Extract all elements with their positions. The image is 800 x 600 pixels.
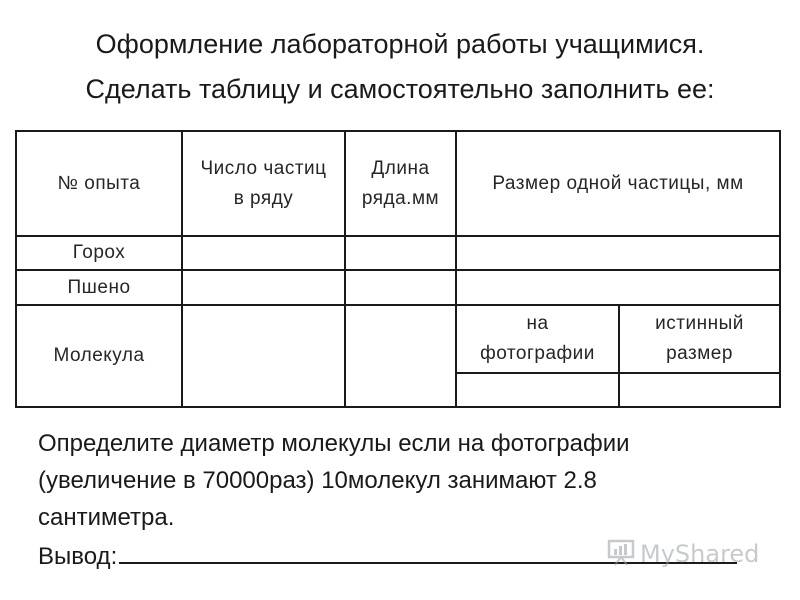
header-experiment-no: № опыта	[57, 172, 141, 194]
row-label-peas: Горох	[72, 242, 126, 263]
title-line-2: Сделать таблицу и самостоятельно заполнить ее:	[85, 74, 715, 104]
subheader-true-size: истинный размер	[655, 313, 744, 364]
task-line-2: (увеличение в 70000раз) 10молекул занимают 2.8	[38, 467, 597, 494]
row-label-millet: Пшено	[67, 276, 131, 298]
title-line-1: Оформление лабораторной работы учащимися.	[95, 29, 705, 59]
presentation-board-icon	[606, 538, 636, 571]
task-line-3: сантиметра.	[38, 504, 175, 531]
table-hline-subheader	[455, 372, 779, 374]
task-line-1: Определите диаметр молекулы если на фотографии	[38, 430, 630, 457]
header-row-length: Длина ряда.мм	[361, 157, 440, 209]
watermark-text: MyShared	[640, 540, 760, 568]
header-particles-in-row: Число частиц в ряду	[200, 157, 327, 209]
task-text	[38, 425, 778, 536]
subheader-on-photo: на фотографии	[480, 313, 595, 364]
header-particle-size: Размер одной частицы, мм	[492, 172, 744, 194]
row-label-molecule: Молекула	[53, 345, 145, 366]
lab-table	[15, 130, 781, 408]
conclusion-label: Вывод:	[38, 543, 118, 570]
watermark	[606, 538, 759, 570]
